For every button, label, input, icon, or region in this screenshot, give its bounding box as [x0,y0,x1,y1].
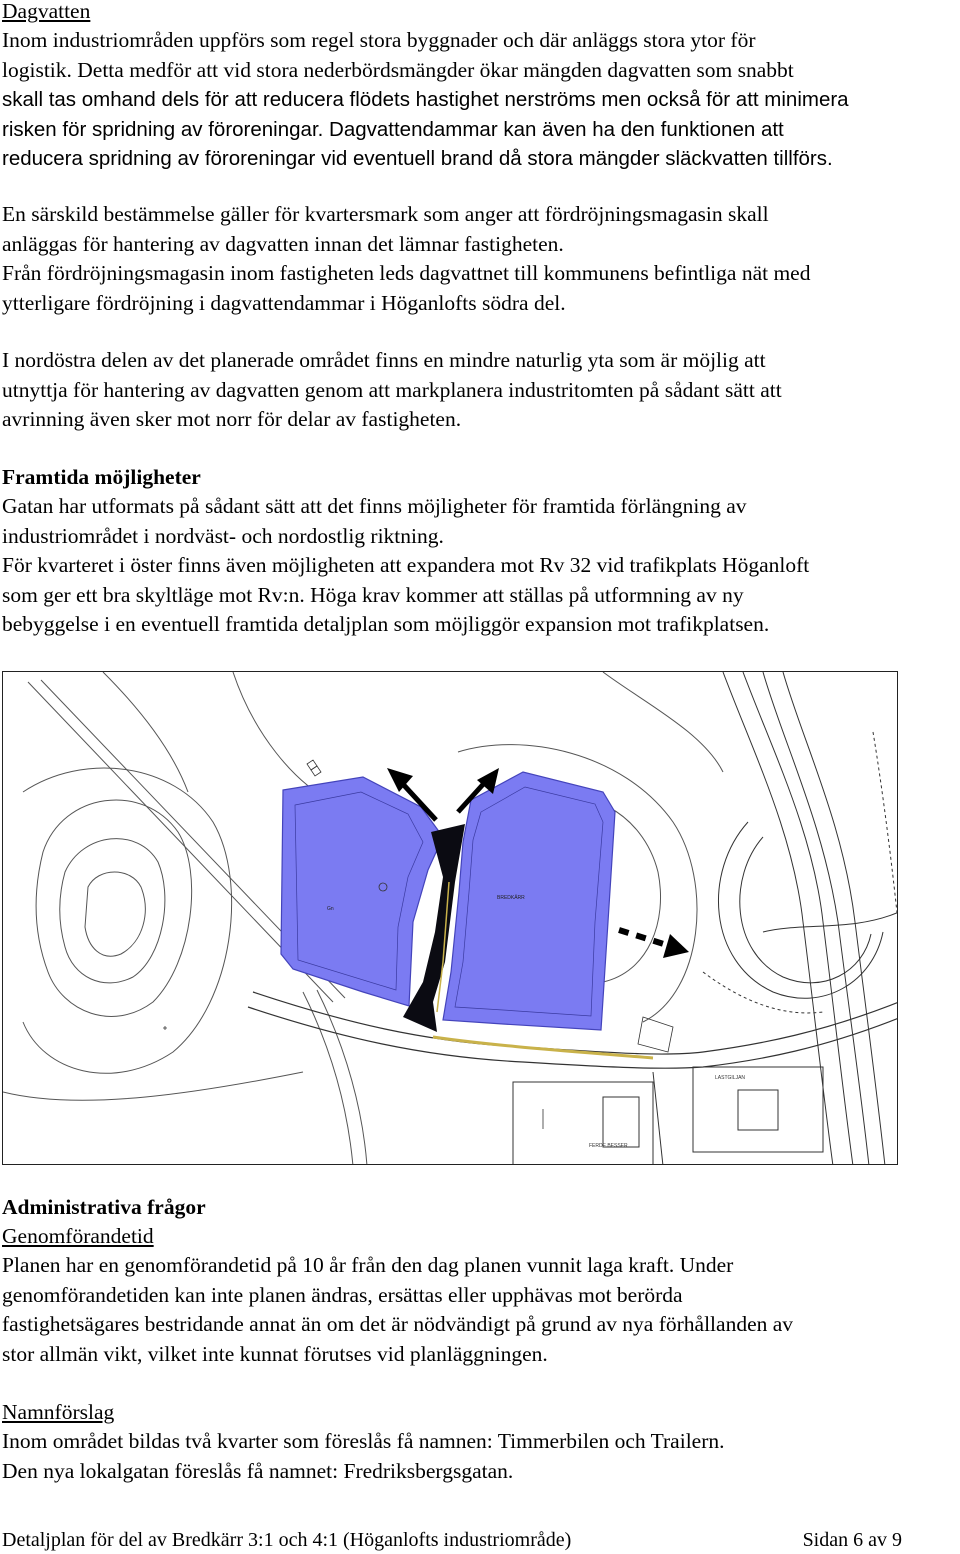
ramp-line [740,837,871,983]
text-line: Den nya lokalgatan föreslås få namnet: Fredriksbergsgatan. [2,1458,514,1483]
contour-line [603,672,723,772]
road-line [303,992,353,1165]
text-line: Inom området bildas två kvarter som föreslås få namnen: Timmerbilen och Trailern. [2,1429,725,1453]
heading-framtida: Framtida möjligheter [2,465,201,489]
text-line: anläggas för hantering av dagvatten innan det lämnar fastigheten. [2,231,564,256]
heading-administrativa: Administrativa frågor [2,1195,206,1219]
paragraph-namnforslag [2,1427,725,1486]
contour-line [233,672,333,802]
text-line: Planen har en genomförandetid på 10 år från den dag planen vunnit laga kraft. Under [2,1253,734,1277]
paragraph-dagvatten-3 [2,346,782,435]
text-line: avrinning även sker mot norr för delar av fastigheten. [2,407,462,431]
text-line: som ger ett bra skyltläge mot Rv:n. Höga krav kommer att ställas på utformning av ny [2,582,744,607]
page-footer [2,1527,902,1553]
text-line: skall tas omhand dels för att reducera flödets hastighet nerströms men också för att minimera [2,88,849,111]
highway-line [743,672,853,1165]
heading-dagvatten: Dagvatten [2,0,91,23]
text-line: För kvarteret i öster finns även möjligheten att expandera mot Rv 32 vid trafikplats Höganloft [2,553,810,577]
text-line: utnyttja för hantering av dagvatten genom att markplanera industritomten på sådant sätt att [2,377,782,402]
map-label-block-west: Gn [327,906,334,912]
text-line: Gatan har utformats på sådant sätt att det finns möjligheter för framtida förlängning av [2,494,747,518]
text-line: En särskild bestämmelse gäller för kvartersmark som anger att fördröjningsmagasin skall [2,202,769,226]
text-line: fastighetsägares bestridande annat än om det är nödvändigt på grund av nya förhållanden av [2,1312,794,1336]
map-symbol [311,766,321,776]
map-label-block-east: BREDKÄRR [497,895,525,901]
building-outline [603,1097,639,1147]
text-line: genomförandetiden kan inte planen ändras, ersättas eller upphävas mot berörda [2,1282,683,1307]
contour-line [60,839,165,983]
property-line [653,1072,663,1165]
text-line: stor allmän vikt, vilket inte kunnat förutses vid planläggningen. [2,1341,548,1366]
paragraph-dagvatten-1 [2,26,849,174]
building-outline [738,1090,778,1130]
text-line: Inom industriområden uppförs som regel stora byggnader och där anläggs stora ytor för [2,28,756,52]
highway-line [763,672,869,1165]
contour-line [23,768,232,1073]
paragraph-genomforandetid [2,1251,793,1369]
block-west [281,777,443,1006]
text-line: logistik. Detta medför att vid stora nederbördsmängder ökar mängden dagvatten som snabbt [2,57,794,82]
text-line: industriområdet i nordväst- och nordostlig riktning. [2,523,444,548]
embankment-hatch [873,732,898,932]
subheading-namnforslag: Namnförslag [2,1400,115,1424]
text-line: Från fördröjningsmagasin inom fastigheten leds dagvattnet till kommunens befintliga nät med [2,261,811,285]
block-east [443,772,615,1030]
paragraph-dagvatten-2 [2,200,810,318]
text-line: ytterligare fördröjning i dagvattendammar i Höganlofts södra del. [2,290,566,315]
map-symbol [307,760,317,770]
map-symbol [163,1026,167,1030]
ramp-line [718,822,883,998]
contour-line [3,1072,303,1100]
embankment-hatch [703,972,823,1013]
map-label-building: LASTGILJAN [715,1075,746,1081]
text-line: I nordöstra delen av det planerade området finns en mindre naturlig yta som är möjlig att [2,348,766,372]
ramp-line [763,912,898,932]
road-edge-highlight [433,1037,653,1058]
arrow-east-dashed-icon [619,930,667,945]
text-line: reducera spridning av föroreningar vid eventuell brand då stora mängder släckvatten tillförs. [2,147,833,170]
arrowhead-east-icon [663,934,689,958]
contour-line [85,872,145,956]
site-plan-drawing [3,672,898,1165]
highway-line [783,672,885,1165]
site-plan-map [2,671,898,1165]
map-label-road: FERDE BESSER [589,1143,628,1149]
building-outline [693,1067,823,1152]
paragraph-framtida [2,492,809,640]
text-line: risken för spridning av föroreningar. Dagvattendammar kan även ha den funktionen att [2,117,784,141]
road-line [317,990,367,1165]
building-outline [513,1082,653,1165]
subheading-genomforandetid: Genomförandetid [2,1224,154,1248]
text-line: bebyggelse i en eventuell framtida detaljplan som möjliggör expansion mot trafikplatsen. [2,612,770,636]
footer-page-number: Sidan 6 av 9 [802,1529,902,1551]
footer-document-title: Detaljplan för del av Bredkärr 3:1 och 4:1 (Höganlofts industriområde) [2,1529,572,1551]
